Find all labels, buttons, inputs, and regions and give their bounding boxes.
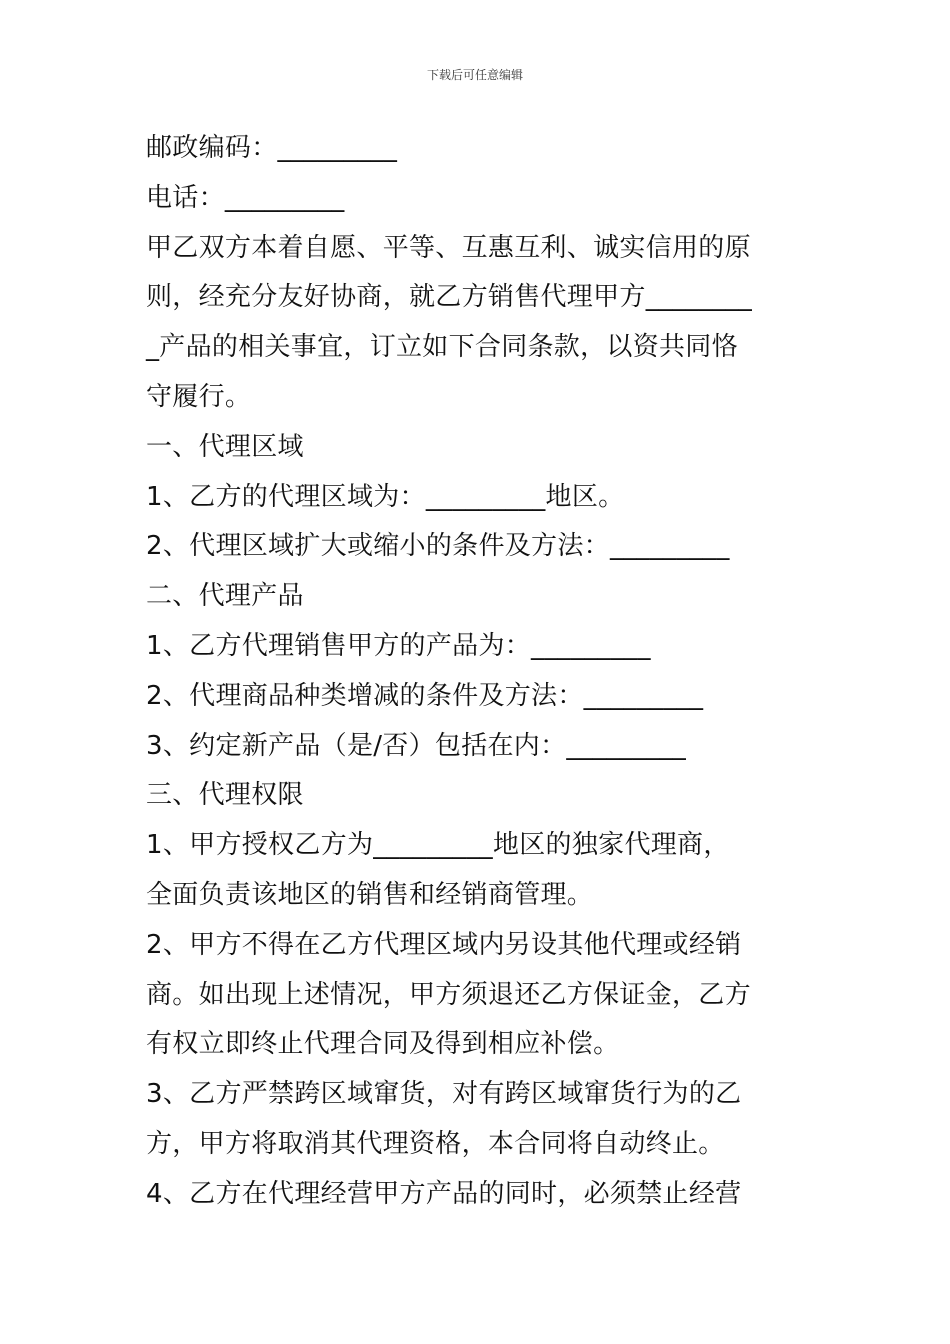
- clause-line: 3、乙方严禁跨区域窜货，对有跨区域窜货行为的乙: [146, 1079, 742, 1110]
- section-heading: 一、代理区域: [146, 431, 304, 462]
- clause-line: 1、乙方代理销售甲方的产品为：_________: [146, 630, 651, 661]
- section-heading: 二、代理产品: [146, 581, 304, 612]
- contract-body: [146, 124, 816, 1220]
- preamble-line: _产品的相关事宜，订立如下合同条款，以资共同恪: [146, 332, 738, 363]
- clause-line: 有权立即终止代理合同及得到相应补偿。: [146, 1029, 620, 1060]
- phone-line: 电话：_________: [146, 182, 345, 213]
- page-header: 下载后可任意编辑: [426, 68, 523, 82]
- clause-line: 1、乙方的代理区域为：_________地区。: [146, 481, 625, 512]
- clause-line: 全面负责该地区的销售和经销商管理。: [146, 879, 594, 910]
- clause-line: 2、代理商品种类增减的条件及方法：_________: [146, 680, 704, 711]
- postal-code-line: 邮政编码：_________: [146, 133, 398, 163]
- clause-line: 2、代理区域扩大或缩小的条件及方法：_________: [146, 531, 730, 562]
- clause-line: 4、乙方在代理经营甲方产品的同时，必须禁止经营: [146, 1178, 742, 1209]
- section-heading: 三、代理权限: [146, 780, 304, 811]
- preamble-line: 则，经充分友好协商，就乙方销售代理甲方________: [146, 282, 753, 313]
- clause-line: 3、约定新产品（是/否）包括在内：_________: [146, 730, 687, 761]
- clause-line: 2、甲方不得在乙方代理区域内另设其他代理或经销: [146, 929, 742, 960]
- preamble-line: 甲乙双方本着自愿、平等、互惠互利、诚实信用的原: [146, 232, 751, 263]
- clause-line: 商。如出现上述情况，甲方须退还乙方保证金，乙方: [146, 979, 751, 1010]
- preamble-line: 守履行。: [146, 381, 252, 412]
- clause-line: 方，甲方将取消其代理资格，本合同将自动终止。: [146, 1128, 725, 1159]
- clause-line: 1、甲方授权乙方为_________地区的独家代理商，: [146, 830, 730, 861]
